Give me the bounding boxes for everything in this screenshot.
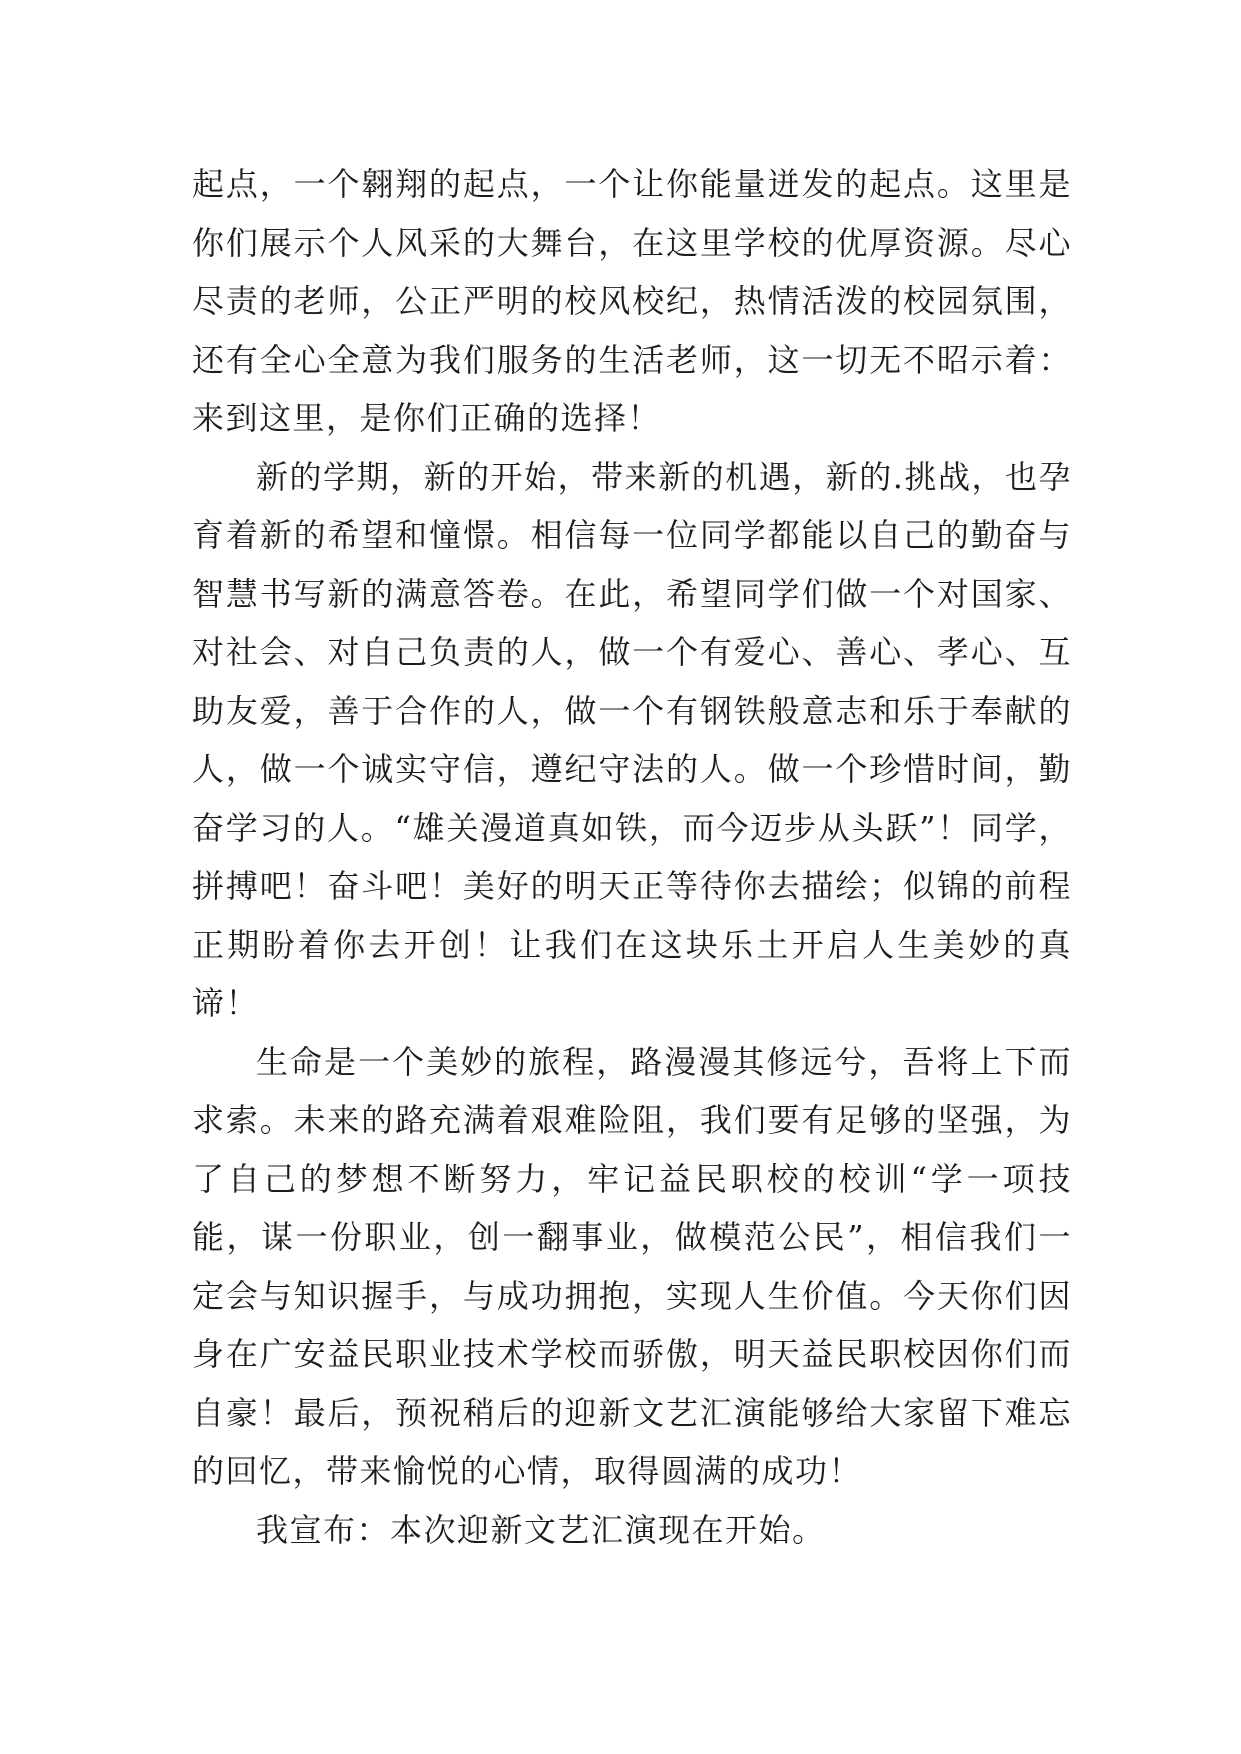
paragraph-2: 新的学期，新的开始，带来新的机遇，新的.挑战，也孕育着新的希望和憧憬。相信每一位同学都能以自己的勤奋与智慧书写新的满意答卷。在此，希望同学们做一个对国家、对社会、对自己负责的人，做一个有爱心、善心、孝心、互助友爱，善于合作的人，做一个有钢铁般意志和乐于奉献的人，做一个诚实守信，遵纪守法的人。做一个珍惜时间，勤奋学习的人。“雄关漫道真如铁，而今迈步从头跃”！同学，拼搏吧！奋斗吧！美好的明天正等待你去描绘；似锦的前程正期盼着你去开创！让我们在这块乐土开启人生美妙的真谛！ [192, 457, 1072, 1022]
paragraph-3: 生命是一个美妙的旅程，路漫漫其修远兮，吾将上下而求索。未来的路充满着艰难险阻，我们要有足够的坚强，为了自己的梦想不断努力，牢记益民职校的校训“学一项技能，谋一份职业，创一翻事业，做模范公民”，相信我们一定会与知识握手，与成功拥抱，实现人生价值。今天你们因身在广安益民职业技术学校而骄傲，明天益民职校因你们而自豪！最后，预祝稍后的迎新文艺汇演能够给大家留下难忘的回忆，带来愉悦的心情，取得圆满的成功！ [192, 1042, 1072, 1490]
paragraph-1: 起点，一个翱翔的起点，一个让你能量迸发的起点。这里是你们展示个人风采的大舞台，在这里学校的优厚资源。尽心尽责的老师，公正严明的校风校纪，热情活泼的校园氛围，还有全心全意为我们服务的生活老师，这一切无不昭示着：来到这里，是你们正确的选择！ [192, 165, 1072, 437]
paragraph-4: 我宣布：本次迎新文艺汇演现在开始。 [256, 1510, 826, 1549]
body-text [192, 155, 1072, 1559]
